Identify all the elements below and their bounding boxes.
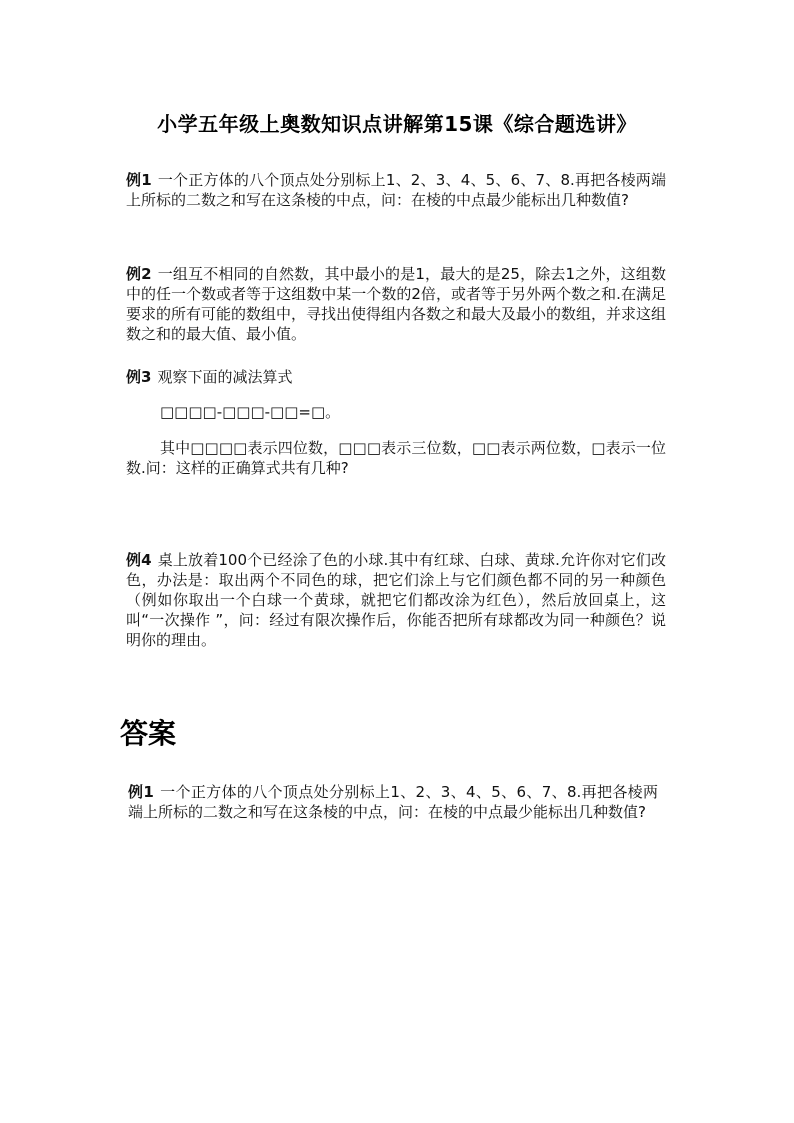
- example-text: 观察下面的减法算式: [157, 368, 293, 386]
- answer-1: [128, 782, 658, 822]
- example-label: 例4: [126, 551, 152, 569]
- example-label: 例2: [126, 265, 152, 283]
- example-2: [126, 264, 666, 344]
- answer-heading: 答案: [120, 717, 177, 750]
- document-title: 小学五年级上奥数知识点讲解第15课《综合题选讲》: [157, 112, 637, 136]
- example-3: [126, 367, 666, 387]
- answer-text: 一个正方体的八个顶点处分别标上1、2、3、4、5、6、7、8.再把各棱两端上所标的二数之和写在这条棱的中点，问：在棱的中点最少能标出几种数值?: [128, 783, 659, 821]
- example-text: 一个正方体的八个顶点处分别标上1、2、3、4、5、6、7、8.再把各棱两端上所标的二数之和写在这条棱的中点，问：在棱的中点最少能标出几种数值?: [126, 171, 666, 209]
- example-text: 一组互不相同的自然数，其中最小的是1，最大的是25，除去1之外，这组数中的任一个数或者等于这组数中某一个数的2倍，或者等于另外两个数之和.在满足要求的所有可能的数组中，寻找出使得组内各数之和最大及最小的数组，并求这组数之和的最大值、最小值。: [126, 265, 667, 343]
- example-text: 桌上放着100个已经涂了色的小球.其中有红球、白球、黄球.允许你对它们改色，办法是：取出两个不同色的球，把它们涂上与它们颜色都不同的另一种颜色（例如你取出一个白球一个黄球，就把它们都改涂为红色），然后放回桌上，这叫“一次操作 ”，问：经过有限次操作后，你能否把所有球都改为同一种颜色？说明你的理由。: [126, 551, 667, 649]
- example-3-formula: □□□□-□□□-□□=□。: [160, 403, 341, 421]
- example-1: [126, 170, 666, 210]
- answer-label: 例1: [128, 783, 154, 801]
- example-3-detail: 其中□□□□表示四位数，□□□表示三位数，□□表示两位数，□表示一位数.问：这样的正确算式共有几种?: [126, 439, 666, 477]
- example-label: 例3: [126, 368, 152, 386]
- example-label: 例1: [126, 171, 152, 189]
- example-4: [126, 550, 666, 650]
